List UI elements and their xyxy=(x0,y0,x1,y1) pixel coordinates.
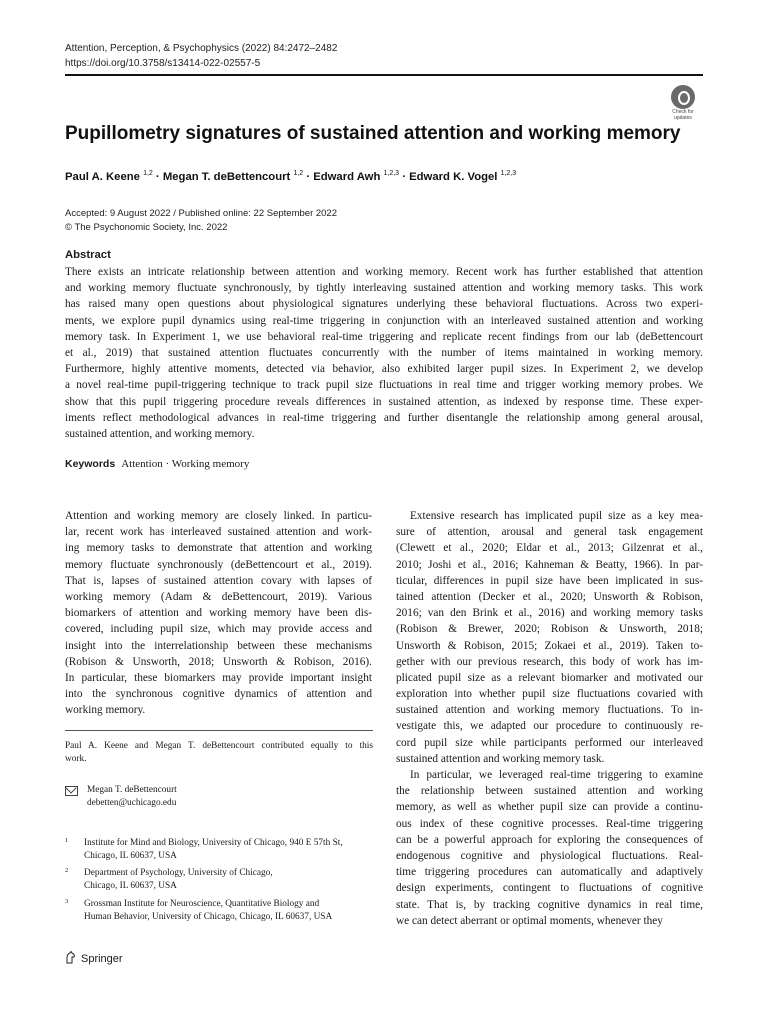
text-line: tained attention (Decker et al., 2020; Unsworth & Robison, xyxy=(396,590,703,603)
text-line: work. xyxy=(65,754,87,765)
text-line: and working memory fluctuate synchronously, by tightly interleaving sustained attention and working memory tasks. This work xyxy=(65,282,703,295)
header-rule xyxy=(65,74,703,76)
copyright-line: © The Psychonomic Society, Inc. 2022 xyxy=(65,222,228,233)
text-line: endogenous cognitive and physiological fluctuations. Real- xyxy=(396,849,703,862)
text-line: we can detect aberrant or optimal moments, whenever they xyxy=(396,914,663,927)
text-line: That is, lapses of sustained attention covary with lapses of xyxy=(65,574,372,587)
corresponding-author xyxy=(65,784,177,811)
author-list xyxy=(65,166,516,185)
affiliation-number: 1 xyxy=(65,837,69,844)
text-line: biomarkers of attention and working memory have been dis- xyxy=(65,607,372,620)
text-line: plicated pupil size as a relevant biomarker and motivated our xyxy=(396,671,703,684)
text-line: Extensive research has implicated pupil size as a key mea- xyxy=(410,510,703,522)
author-name[interactable]: Paul A. Keene xyxy=(65,171,140,183)
paper-title: Pupillometry signatures of sustained attention and working memory xyxy=(65,123,681,144)
text-line: the relationship between sustained attention and working xyxy=(396,785,703,798)
affiliation-line: Institute for Mind and Biology, University of Chicago, 940 E 57th St, xyxy=(84,838,343,848)
text-line: (Clewett et al., 2020; Eldar et al., 2013; Gilzenrat et al., xyxy=(396,542,703,555)
text-line: memory task. In Experiment 1, we use behavioral real-time triggering and replicate recent findings from our lab (deBettencourt xyxy=(65,330,703,343)
journal-header xyxy=(65,41,337,71)
text-line: ous index of these cognitive processes. Real-time triggering xyxy=(396,817,703,830)
affiliation-line: Chicago, IL 60637, USA xyxy=(84,851,177,862)
envelope-icon xyxy=(65,786,78,796)
text-line: vestigate this, we adapted our procedure to continuously re- xyxy=(396,720,703,733)
affiliation-line: Department of Psychology, University of Chicago, xyxy=(84,868,273,878)
author-name[interactable]: Edward K. Vogel xyxy=(409,171,498,183)
text-line: a novel real-time pupil-triggering technique to track pupil size fluctuations in real time and trigger working memory probes. We xyxy=(65,379,703,392)
badge-text-2: updates xyxy=(674,115,692,121)
author-affil: 1,2 xyxy=(143,170,153,177)
text-line: 2010; Joshi et al., 2016; Kahneman & Beatty, 1966). In par- xyxy=(396,558,703,571)
text-line: has raised many open questions about physiological signatures underlying these behavioral fluctuations. Across two experi- xyxy=(65,298,703,311)
text-line: can be a powerful approach for exploring the consequences of xyxy=(396,833,703,846)
abstract-heading: Abstract xyxy=(65,249,111,261)
publisher-name: Springer xyxy=(81,953,123,965)
text-line: In particular, these biomarkers may provide important insight xyxy=(65,671,372,684)
text-line: Paul A. Keene and Megan T. deBettencourt contributed equally to this xyxy=(65,741,373,751)
text-line: In particular, we leveraged real-time triggering to examine xyxy=(410,769,703,781)
text-line: Attention and working memory are closely linked. In particu- xyxy=(65,510,372,522)
text-line: into the synchronous cognitive dynamics of attention and xyxy=(65,688,372,701)
text-line: exploration into whether pupil size fluctuations covaried with xyxy=(396,688,703,701)
text-line: show that this pupil triggering procedure reveals differences in sustained attention, as indexed by response time. These exper- xyxy=(65,395,703,408)
text-line: sustained attention and working memory fluctuations. To in- xyxy=(396,704,703,717)
author-affil: 1,2,3 xyxy=(383,170,400,177)
text-line: working memory. xyxy=(65,704,146,717)
author-sep: · xyxy=(152,171,163,183)
left-column-text xyxy=(65,508,372,718)
author-name[interactable]: Edward Awh xyxy=(313,171,381,183)
affiliation xyxy=(65,837,375,864)
text-line: There exists an intricate relationship between attention and working memory. Recent work has further established that attention xyxy=(65,266,703,278)
abstract-body xyxy=(65,264,703,442)
text-line: design experiments, contingent to fluctuations of cognitive xyxy=(396,882,703,895)
doi-link[interactable]: https://doi.org/10.3758/s13414-022-02557-5 xyxy=(65,58,261,69)
text-line: sustained attention and working memory task. xyxy=(396,752,605,765)
badge-text-1: Check for xyxy=(672,109,694,115)
text-line: sustained attention, and working memory. xyxy=(65,427,255,440)
text-line: 2016; van den Brink et al., 2016) and working memory tasks xyxy=(396,607,703,620)
keywords xyxy=(65,458,249,470)
text-line: (Robison & Unsworth, 2018; Unsworth & Robison, 2016). xyxy=(65,655,372,668)
affiliation-number: 2 xyxy=(65,867,69,874)
springer-horse-icon xyxy=(65,951,76,964)
author-affil: 1,2,3 xyxy=(500,170,517,177)
text-line: memory, as well as whether pupil size can provide a continu- xyxy=(396,801,703,814)
author-affil: 1,2 xyxy=(293,170,304,177)
text-line: insight into the interrelationship between these mechanisms xyxy=(65,639,372,652)
text-line: Unsworth & Robison, 2015; Zokaei et al., 2019). Taken to- xyxy=(396,639,703,652)
text-line: covered, including pupil size, which may provide access and xyxy=(65,623,372,636)
text-line: sure of attention, arousal and general task engagement xyxy=(396,526,703,539)
text-line: et al., 2019) that sustained attention fluctuates concurrently with the number of items maintained in working memory. xyxy=(65,346,703,359)
text-line: cord pupil size while participants performed our interleaved xyxy=(396,736,703,749)
text-line: state. That is, by tracking cognitive dynamics in real time, xyxy=(396,898,703,911)
text-line: (Robison & Brewer, 2020; Robison & Unsworth, 2018; xyxy=(396,623,703,636)
accepted-date: Accepted: 9 August 2022 / Published online: 22 September 2022 xyxy=(65,208,338,219)
affiliation-number: 3 xyxy=(65,898,69,905)
right-column-text xyxy=(396,508,703,929)
author-sep: · xyxy=(399,171,410,183)
update-icon xyxy=(671,85,695,109)
text-line: ing memory tasks to demonstrate that attention and working xyxy=(65,542,372,555)
text-line: iments reflect methodological advances in real-time triggering and further disentangle the relationship among general arousal, xyxy=(65,411,703,424)
affiliation-line: Grossman Institute for Neuroscience, Quantitative Biology and xyxy=(84,899,320,909)
text-line: lar, recent work has interleaved sustained attention and work- xyxy=(65,526,372,539)
author-name[interactable]: Megan T. deBettencourt xyxy=(162,171,291,183)
text-line: time triggering procedures can automatically and adaptively xyxy=(396,866,703,879)
contact-email[interactable]: debetten@uchicago.edu xyxy=(87,798,177,809)
text-line: memory fluctuate synchronously (deBettencourt et al., 2019). xyxy=(65,558,372,571)
affiliation-line: Chicago, IL 60637, USA xyxy=(84,881,177,892)
text-line: ments, we explore pupil dynamics using real-time triggering in conjunction with an interleaved sustained attention and working xyxy=(65,314,703,327)
contact-name: Megan T. deBettencourt xyxy=(87,785,177,795)
check-for-updates-badge[interactable] xyxy=(663,85,703,125)
publisher-logo xyxy=(65,951,123,965)
text-line: Furthermore, highly attentive moments, detected via behavior, also exhibited larger pupil sizes. In Experiment 2, we develop xyxy=(65,363,703,376)
keywords-label: Keywords xyxy=(65,458,116,470)
affiliation xyxy=(65,898,375,925)
publication-dates xyxy=(65,207,337,235)
affiliation xyxy=(65,867,375,894)
text-line: working memory (Adam & deBettencourt, 2019). Various xyxy=(65,590,372,603)
keywords-text: Attention · Working memory xyxy=(121,458,250,470)
affiliation-line: Human Behavior, University of Chicago, Chicago, IL 60637, USA xyxy=(84,912,333,923)
equal-contribution-footnote xyxy=(65,740,373,767)
journal-citation: Attention, Perception, & Psychophysics (2022) 84:2472–2482 xyxy=(65,43,338,54)
author-sep: · xyxy=(303,171,314,183)
text-line: gether with our previous research, this body of work has im- xyxy=(396,655,703,668)
footnote-rule xyxy=(65,730,373,731)
text-line: ticular, differences in pupil size have been implicated in sus- xyxy=(396,574,703,587)
